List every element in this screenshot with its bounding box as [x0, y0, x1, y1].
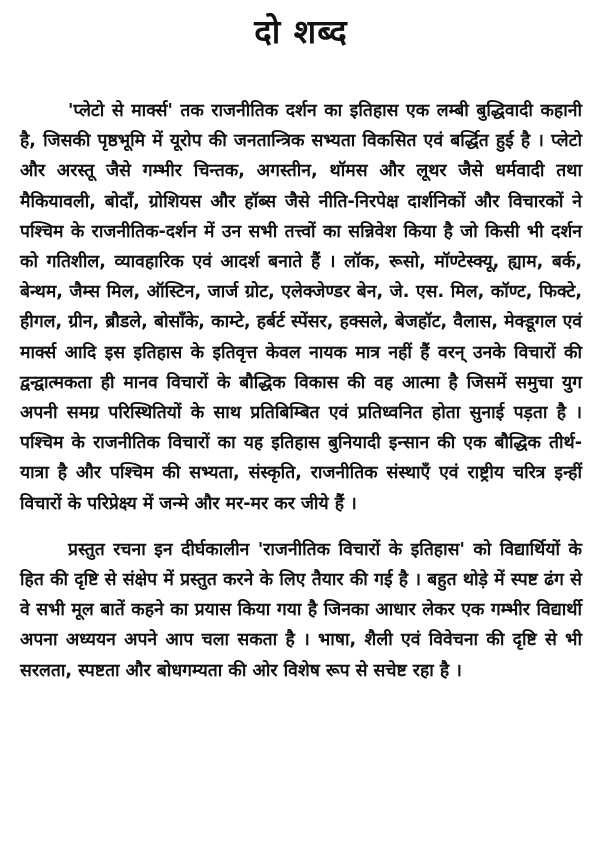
body-paragraph-2: प्रस्तुत रचना इन दीर्घकालीन 'राजनीतिक विचारों के इतिहास' को विद्यार्थियों के हित की दृष्टि से संक्षेप में प्रस्तुत करने के लिए तैयार की गई है । बहुत थोड़े में स्पष्ट ढंग से वे सभी मूल बातें कहने का प्रयास किया गया है जिनका आधार लेकर एक गम्भीर विद्यार्थी अपना अध्ययन अपने आप चला सकता है । भाषा, शैली एवं विवेचना की दृष्टि से भी सरलता, स्पष्टता और बोधगम्यता की ओर विशेष रूप से सचेष्ट रहा है ।: [20, 539, 582, 681]
page-title: दो शब्द: [254, 12, 348, 51]
body-paragraph-1: 'प्लेटो से मार्क्स' तक राजनीतिक दर्शन का इतिहास एक लम्बी बुद्धिवादी कहानी है, जिसकी पृष्ठभूमि में यूरोप की जनतान्त्रिक सभ्यता विकसित एवं बर्द्धित हुई है । प्लेटो और अरस्तू जैसे गम्भीर चिन्तक, अगस्तीन, थॉमस और लूथर जैसे धर्मवादी तथा मैकियावली, बोदाँ, ग्रोशियस और हॉब्स जैसे नीति-निरपेक्ष दार्शनिकों और विचारकों ने पश्चिम के राजनीतिक-दर्शन में उन सभी तत्त्वों का सन्निवेश किया है जो किसी भी दर्शन को गतिशील, व्यावहारिक एवं आदर्श बनाते हैं । लॉक, रूसो, मॉण्टेस्क्यू, ह्याम, बर्क, बेन्थम, जैम्स मिल, ऑस्टिन, जार्ज ग्रोट, एलेक्जेण्डर बेन, जे. एस. मिल, कॉण्ट, फिक्टे, हीगल, ग्रीन, ब्रौडले, बोसाँके, काम्टे, हर्बर्ट स्पेंसर, हक्सले, बेजहॉट, वैलास, मेक्डूगल एवं मार्क्स आदि इस इतिहास के इतिवृत्त केवल नायक मात्र नहीं हैं वरन् उनके विचारों की द्वन्द्वात्मकता ही मानव विचारों के बौद्धिक विकास की वह आत्मा है जिसमें समुचा युग अपनी समग्र परिस्थितियों के साथ प्रतिबिम्बित एवं प्रतिध्वनित होता सुनाई पड़ता है । पश्चिम के राजनीतिक विचारों का यह इतिहास बुनियादी इन्सान की एक बौद्धिक तीर्थ-यात्रा है और पश्चिम की सभ्यता, संस्कृति, राजनीतिक संस्थाएँ एवं राष्ट्रीय चरित्र इन्हीं विचारों के परिप्रेक्ष्य में जन्मे और मर-मर कर जीये हैं ।: [20, 101, 582, 514]
